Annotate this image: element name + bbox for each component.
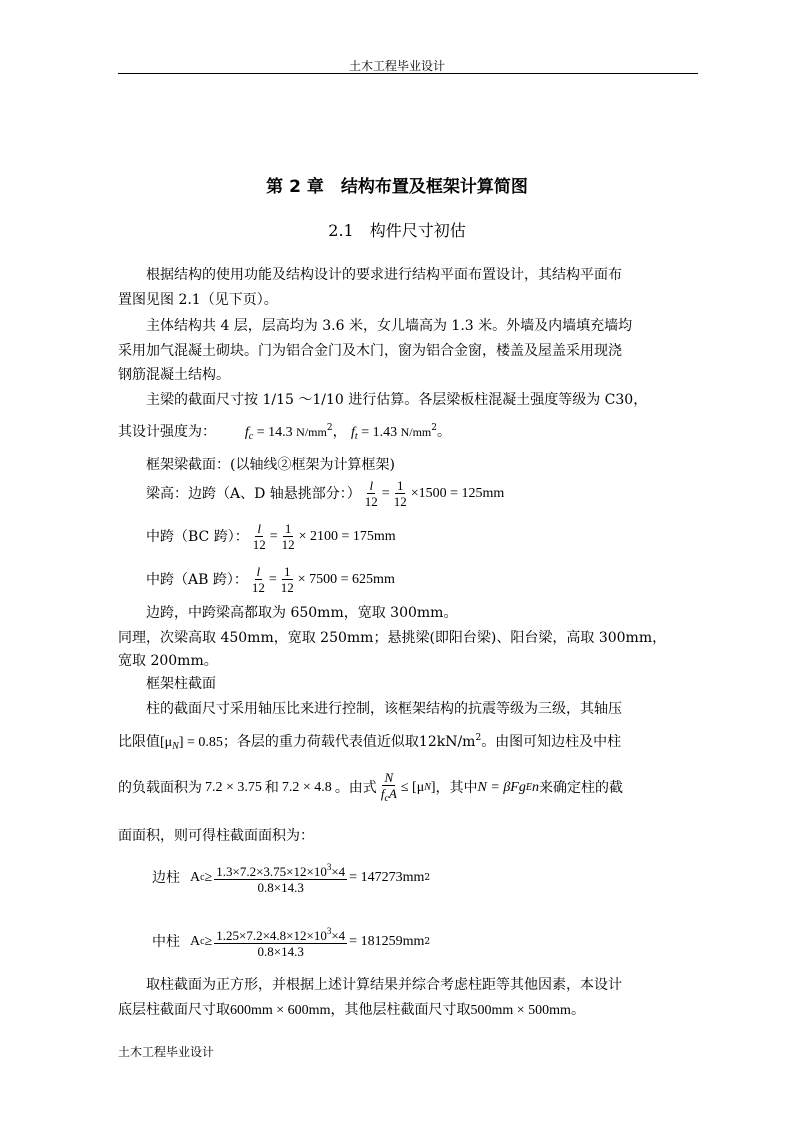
paragraph-line: 宽取 200mm。 xyxy=(118,653,218,669)
beam-section-title: 框架梁截面：(以轴线②框架为计算框架) xyxy=(146,457,395,473)
column-section-title: 框架柱截面 xyxy=(146,676,216,692)
paragraph-line: 置图见图 2.1（见下页）。 xyxy=(118,292,278,308)
section-title: 2.1 构件尺寸初估 xyxy=(328,221,466,240)
beam-height-ab: 中跨（AB 跨）： $\frac{l}{12}$ = $\frac{1}{12}$ × 7500 = 625mm xyxy=(146,564,395,595)
paragraph-line: 同理，次梁高取 450mm，宽取 250mm；悬挑梁(即阳台梁)、阳台梁，高取 300mm， xyxy=(118,630,667,646)
paragraph-line: 主梁的截面尺寸按 1/15 ～1/10 进行估算。各层梁板柱混凝土强度等级为 C30， xyxy=(146,392,648,408)
header-rule xyxy=(118,73,698,74)
load-area-line: 的负载面积为 7.2 × 3.75 和 7.2 × 4.8 。由式 $\frac{N}{f_cA}$ ≤ [μ N ] ，其中 N = βFg E n 来确定柱的截 xyxy=(118,770,623,804)
page-header: 土木工程毕业设计 xyxy=(348,59,445,73)
fraction: $\frac{l}{12}$ xyxy=(252,521,266,552)
beam-height-bc: 中跨（BC 跨）： $\frac{l}{12}$ = $\frac{1}{12}$ × 2100 = 175mm xyxy=(146,521,396,552)
fraction: $\frac{1}{12}$ xyxy=(393,478,407,509)
fraction: $\frac{1}{12}$ xyxy=(280,564,294,595)
beam-height-edge: 梁高：边跨（A、D 轴悬挑部分：） $\frac{l}{12}$ = $\frac{1}{12}$ ×1500 = 125mm xyxy=(146,478,505,509)
paragraph-line: 边跨，中跨梁高都取为 650mm，宽取 300mm。 xyxy=(146,605,458,621)
label: 其设计强度为： xyxy=(118,424,216,440)
edge-column-formula: 边柱 A c ≥ $\frac{1.3\times 7.2\times 3.75\times 12\times 10^3\times 4}{0.8\times 14.3}$ = 147273mm 2 xyxy=(152,862,431,895)
fraction: $\frac{l}{12}$ xyxy=(364,478,378,509)
paragraph-line: 柱的截面尺寸采用轴压比来进行控制，该框架结构的抗震等级为三级，其轴压 xyxy=(146,701,622,717)
axial-ratio-line: 比限值$[\mu_N] = 0.85$；各层的重力荷载代表值近似取$12kN/m^2$。由图可知边柱及中柱 xyxy=(118,733,622,752)
paragraph-line: 根据结构的使用功能及结构设计的要求进行结构平面布置设计，其结构平面布 xyxy=(146,267,622,283)
paragraph-line: 钢筋混凝土结构。 xyxy=(118,367,230,383)
fraction: $\frac{1.25\times 7.2\times 4.8\times 12\times 10^3\times 4}{0.8\times 14.3}$ xyxy=(216,926,346,959)
middle-column-formula: 中柱 A c ≥ $\frac{1.25\times 7.2\times 4.8\times 12\times 10^3\times 4}{0.8\times 14.3}$ = 181259mm 2 xyxy=(152,926,431,959)
column-size-line: 底层柱截面尺寸取600mm × 600mm，其他层柱截面尺寸取500mm × 500mm。 xyxy=(118,1002,585,1018)
paragraph-line: 取柱截面为正方形，并根据上述计算结果并综合考虑柱距等其他因素，本设计 xyxy=(146,977,622,993)
strength-line: 其设计强度为： $f_c = 14.3$ $N/mm^2$， $f_t = 1.43$ $N/mm^2$。 xyxy=(118,423,451,442)
page-footer: 土木工程毕业设计 xyxy=(118,1045,215,1059)
paragraph-line: 面面积，则可得柱截面面积为： xyxy=(118,828,314,844)
fraction: $\frac{1.3\times 7.2\times 3.75\times 12\times 10^3\times 4}{0.8\times 14.3}$ xyxy=(216,862,346,895)
fraction: $\frac{l}{12}$ xyxy=(251,564,265,595)
paragraph-line: 主体结构共 4 层，层高均为 3.6 米，女儿墙高为 1.3 米。外墙及内墙填充墙均 xyxy=(146,318,633,334)
chapter-title: 第 2 章 结构布置及框架计算简图 xyxy=(266,177,528,197)
fraction: $\frac{N}{f_cA}$ xyxy=(380,770,397,804)
paragraph-line: 采用加气混凝土砌块。门为铝合金门及木门，窗为铝合金窗，楼盖及屋盖采用现浇 xyxy=(118,343,622,359)
fraction: $\frac{1}{12}$ xyxy=(281,521,295,552)
